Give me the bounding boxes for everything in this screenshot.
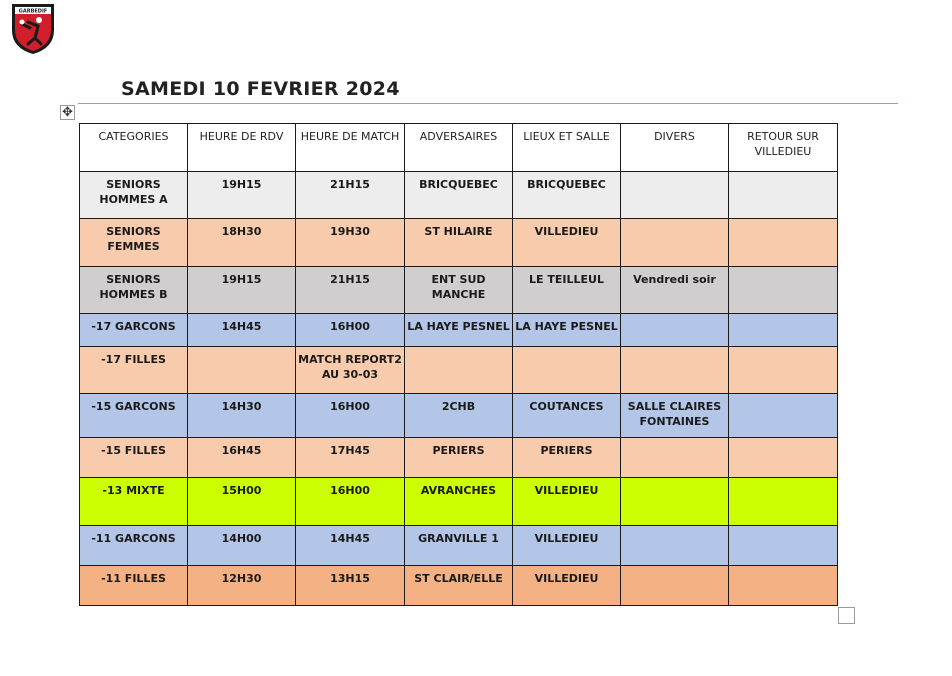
cell-misc: Vendredi soir bbox=[621, 267, 729, 314]
cell-misc bbox=[621, 219, 729, 267]
cell-return bbox=[729, 478, 838, 526]
cell-misc bbox=[621, 566, 729, 606]
schedule-table bbox=[79, 123, 838, 606]
cell-opponent: BRICQUEBEC bbox=[405, 172, 513, 219]
cell-match-time: 16H00 bbox=[296, 394, 405, 438]
cell-opponent: 2CHB bbox=[405, 394, 513, 438]
cell-rdv-time: 19H15 bbox=[188, 172, 296, 219]
cell-match-time: 14H45 bbox=[296, 526, 405, 566]
cell-rdv-time bbox=[188, 347, 296, 394]
cell-match-time: 16H00 bbox=[296, 478, 405, 526]
table-header-row bbox=[80, 124, 838, 172]
cell-return bbox=[729, 526, 838, 566]
table-row bbox=[80, 526, 838, 566]
cell-return bbox=[729, 314, 838, 347]
table-row bbox=[80, 219, 838, 267]
cell-venue bbox=[513, 347, 621, 394]
table-row bbox=[80, 478, 838, 526]
header-categories: CATEGORIES bbox=[80, 124, 188, 172]
cell-misc bbox=[621, 526, 729, 566]
header-misc: DIVERS bbox=[621, 124, 729, 172]
cell-misc bbox=[621, 438, 729, 478]
cell-rdv-time: 14H30 bbox=[188, 394, 296, 438]
cell-category: -15 FILLES bbox=[80, 438, 188, 478]
cell-return bbox=[729, 267, 838, 314]
cell-venue: LA HAYE PESNEL bbox=[513, 314, 621, 347]
cell-category: -17 GARCONS bbox=[80, 314, 188, 347]
cell-match-time: 21H15 bbox=[296, 267, 405, 314]
table-row bbox=[80, 267, 838, 314]
cell-venue: COUTANCES bbox=[513, 394, 621, 438]
cell-rdv-time: 19H15 bbox=[188, 267, 296, 314]
cell-return bbox=[729, 438, 838, 478]
header-venue: LIEUX ET SALLE bbox=[513, 124, 621, 172]
cell-category: -13 MIXTE bbox=[80, 478, 188, 526]
header-rdv-time: HEURE DE RDV bbox=[188, 124, 296, 172]
cell-match-time: 19H30 bbox=[296, 219, 405, 267]
cell-match-time: MATCH REPORT2 AU 30-03 bbox=[296, 347, 405, 394]
cell-category: -11 FILLES bbox=[80, 566, 188, 606]
page-title: SAMEDI 10 FEVRIER 2024 bbox=[121, 78, 400, 100]
cell-return bbox=[729, 219, 838, 267]
cell-category: -11 GARCONS bbox=[80, 526, 188, 566]
cell-opponent: PERIERS bbox=[405, 438, 513, 478]
cell-return bbox=[729, 566, 838, 606]
title-rule bbox=[78, 103, 898, 104]
cell-return bbox=[729, 347, 838, 394]
cell-rdv-time: 18H30 bbox=[188, 219, 296, 267]
cell-misc: SALLE CLAIRES FONTAINES bbox=[621, 394, 729, 438]
cell-misc bbox=[621, 478, 729, 526]
cell-rdv-time: 15H00 bbox=[188, 478, 296, 526]
table-resize-handle[interactable] bbox=[838, 607, 855, 624]
cell-return bbox=[729, 172, 838, 219]
cell-return bbox=[729, 394, 838, 438]
cell-venue: BRICQUEBEC bbox=[513, 172, 621, 219]
cell-category: SENIORS HOMMES A bbox=[80, 172, 188, 219]
cell-match-time: 21H15 bbox=[296, 172, 405, 219]
cell-misc bbox=[621, 314, 729, 347]
cell-venue: VILLEDIEU bbox=[513, 566, 621, 606]
table-row bbox=[80, 172, 838, 219]
cell-rdv-time: 12H30 bbox=[188, 566, 296, 606]
cell-misc bbox=[621, 172, 729, 219]
cell-match-time: 13H15 bbox=[296, 566, 405, 606]
cell-category: -17 FILLES bbox=[80, 347, 188, 394]
cell-venue: LE TEILLEUL bbox=[513, 267, 621, 314]
cell-rdv-time: 14H00 bbox=[188, 526, 296, 566]
handball-club-logo-icon bbox=[8, 0, 58, 56]
header-return: RETOUR SUR VILLEDIEU bbox=[729, 124, 838, 172]
table-move-handle-icon[interactable]: ✥ bbox=[60, 105, 75, 120]
logo-text: GARBEDIF bbox=[18, 8, 48, 15]
table-row bbox=[80, 438, 838, 478]
cell-opponent: GRANVILLE 1 bbox=[405, 526, 513, 566]
cell-match-time: 17H45 bbox=[296, 438, 405, 478]
cell-rdv-time: 16H45 bbox=[188, 438, 296, 478]
cell-misc bbox=[621, 347, 729, 394]
table-row bbox=[80, 347, 838, 394]
club-logo bbox=[8, 0, 58, 56]
cell-category: -15 GARCONS bbox=[80, 394, 188, 438]
cell-opponent: LA HAYE PESNEL bbox=[405, 314, 513, 347]
table-row bbox=[80, 566, 838, 606]
cell-opponent: AVRANCHES bbox=[405, 478, 513, 526]
cell-venue: VILLEDIEU bbox=[513, 526, 621, 566]
cell-opponent: ST CLAIR/ELLE bbox=[405, 566, 513, 606]
table-row bbox=[80, 314, 838, 347]
cell-match-time: 16H00 bbox=[296, 314, 405, 347]
header-opponents: ADVERSAIRES bbox=[405, 124, 513, 172]
cell-venue: VILLEDIEU bbox=[513, 219, 621, 267]
cell-opponent bbox=[405, 347, 513, 394]
cell-opponent: ST HILAIRE bbox=[405, 219, 513, 267]
cell-rdv-time: 14H45 bbox=[188, 314, 296, 347]
cell-venue: PERIERS bbox=[513, 438, 621, 478]
header-match-time: HEURE DE MATCH bbox=[296, 124, 405, 172]
table-row bbox=[80, 394, 838, 438]
cell-opponent: ENT SUD MANCHE bbox=[405, 267, 513, 314]
cell-category: SENIORS FEMMES bbox=[80, 219, 188, 267]
cell-category: SENIORS HOMMES B bbox=[80, 267, 188, 314]
cell-venue: VILLEDIEU bbox=[513, 478, 621, 526]
